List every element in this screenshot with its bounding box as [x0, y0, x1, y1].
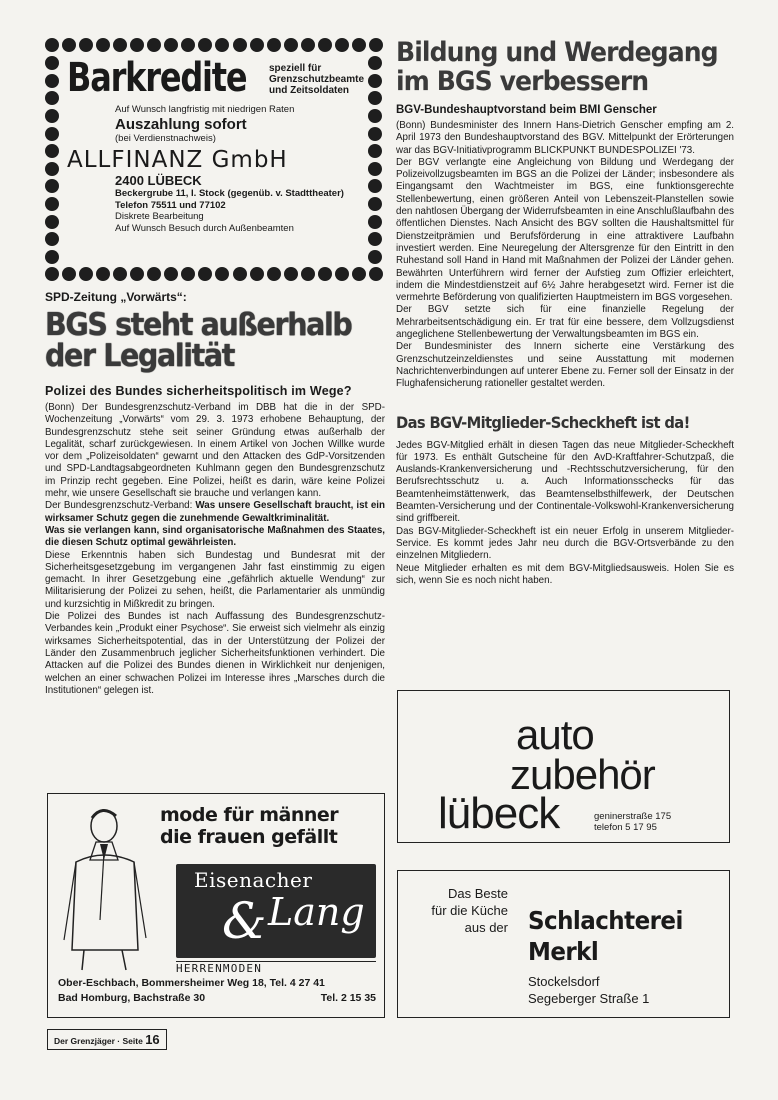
schlachterei-ad: [397, 870, 730, 1018]
allfinanz-city: 2400 LÜBECK: [115, 173, 202, 188]
border-dot: [267, 38, 281, 52]
border-dot: [368, 197, 382, 211]
barkredite-line3: (bei Verdienstnachweis): [115, 133, 216, 144]
right-subhead: BGV-Bundeshauptvorstand beim BMI Genscher: [396, 104, 657, 116]
border-dot: [368, 56, 382, 70]
border-dot: [113, 267, 127, 281]
border-dot: [45, 267, 59, 281]
article-body: [45, 402, 385, 697]
border-dot: [368, 91, 382, 105]
right-column: [396, 38, 734, 587]
border-dot: [147, 38, 161, 52]
border-dot: [45, 109, 59, 123]
border-dot: [96, 38, 110, 52]
mode-title: mode für männer die frauen gefällt: [160, 804, 339, 848]
border-dot: [233, 267, 247, 281]
border-dot: [45, 232, 59, 246]
allfinanz-note2: Auf Wunsch Besuch durch Außenbeamten: [115, 222, 294, 234]
eisenacher-lang-logo: [176, 864, 376, 958]
border-dot: [147, 267, 161, 281]
article-kicker: SPD-Zeitung „Vorwärts“:: [45, 290, 187, 304]
barkredite-line2: Auszahlung sofort: [115, 116, 247, 133]
schlachterei-name: Schlachterei Merkl: [528, 906, 683, 966]
man-illustration: [56, 800, 166, 972]
border-dot: [318, 38, 332, 52]
border-dot: [45, 144, 59, 158]
border-dot: [335, 38, 349, 52]
article-subhead: Polizei des Bundes sicherheitspolitisch im Wege?: [45, 384, 352, 398]
border-dot: [62, 38, 76, 52]
border-dot: [45, 215, 59, 229]
border-dot: [301, 38, 315, 52]
article-paragraph: Der Bundesgrenzschutz-Verband: Was unsere Gesellschaft braucht, ist ein wirksamer Schutz gegen die zunehmende Gewaltkriminalität.: [45, 500, 385, 524]
article-paragraph: (Bonn) Der Bundesgrenzschutz-Verband im DBB hat die in der SPD-Wochenzeitung „Vorwärts“ vom 29. 3. 1973 erhobene Behauptung, der Bundesgrenzschutz stehe seit seiner Gründung etwas außerhalb der Legalität, scharf zurückgewiesen. In einem Artikel von Jochen Willke wurde vor dem „Polizeisoldaten“ gewarnt und den Attacken des GdP-Vorsitzenden und SPD-Landtagsabgeordneten Kuhlmann gegen den Bundesgrenzschutz im Prinzip recht gegeben. Eine Polizei, heißt es darin, wäre keine Polizei mehr, wie unsere Gesellschaft sie brauche und verlangen kann.: [45, 402, 385, 500]
allfinanz-note1: Diskrete Bearbeitung: [115, 211, 204, 222]
border-dot: [45, 91, 59, 105]
border-dot: [62, 267, 76, 281]
border-dot: [368, 215, 382, 229]
article-paragraph: Der BGV setzte sich für eine finanzielle Regelung der Mehrarbeitsentschädigung ein. Er trat für eine bessere, dem Vollzugsdienst angeglichene Stellenbewertung der Verwaltungsbeamten im BGS ein.: [396, 304, 734, 341]
border-dot: [198, 267, 212, 281]
border-dot: [45, 127, 59, 141]
dot-border-right: [368, 56, 383, 264]
allfinanz-company: ALLFINANZ GmbH: [67, 147, 288, 173]
mode-address: Ober-Eschbach, Bommersheimer Weg 18, Tel. 4 27 41 Bad Homburg, Bachstraße 30 Tel. 2 15 35: [58, 977, 376, 1004]
dot-border-bottom: [45, 267, 383, 282]
barkredite-line1: Auf Wunsch langfristig mit niedrigen Raten: [115, 104, 295, 115]
article-paragraph: Diese Erkenntnis haben sich Bundestag und Bundesrat mit der Sicherheitsgesetzgebung im vergangenen Jahr fast einstimmig zu eigen gemacht. In ihrer Gesetzgebung eine „gefährlich aktuelle Wendung“ zur Militarisierung der Polizei zu sehen, heißt, die Parlamentarier als unmündig und kurzsichtig in Mißkredit zu bringen.: [45, 549, 385, 610]
article-paragraph: Neue Mitglieder erhalten es mit dem BGV-Mitgliedsausweis. Holen Sie es sich, wenn Sie es noch nicht haben.: [396, 562, 734, 586]
border-dot: [369, 38, 383, 52]
schlachterei-slogan: Das Beste für die Küche aus der: [431, 886, 508, 935]
border-dot: [369, 267, 383, 281]
border-dot: [368, 109, 382, 123]
border-dot: [368, 127, 382, 141]
border-dot: [215, 38, 229, 52]
border-dot: [45, 250, 59, 264]
border-dot: [368, 162, 382, 176]
mode-ad: [47, 793, 385, 1018]
border-dot: [45, 162, 59, 176]
border-dot: [45, 56, 59, 70]
right-headline-line2: im BGS verbessern: [396, 66, 649, 97]
border-dot: [352, 38, 366, 52]
border-dot: [318, 267, 332, 281]
article-headline-line2: der Legalität: [45, 338, 235, 374]
article-paragraph: Der Bundesminister des Innern sicherte eine Verstärkung des Grenzschutzeinzeldienstes und seine Ausstattung mit modernen Nachrichtenverbindungen auf unterer Ebene zu. Ferner soll der Einsatz in der Flughafensicherung rationeller gestaltet werden.: [396, 341, 734, 390]
luebeck-word: lübeck: [438, 789, 560, 838]
auto-zubehoer-ad: [397, 690, 730, 843]
article-headline-line1: BGS steht außerhalb: [45, 307, 352, 343]
border-dot: [45, 197, 59, 211]
schlachterei-address: Stockelsdorf Segeberger Straße 1: [528, 974, 650, 1006]
right-headline-line1: Bildung und Werdegang: [396, 37, 718, 68]
border-dot: [233, 38, 247, 52]
border-dot: [352, 267, 366, 281]
article-paragraph: Die Polizei des Bundes ist nach Auffassung des Bundesgrenzschutz-Verbandes kein „Produkt einer Psychose“. Sie erweist sich vielmehr als einzig wirksames Sicherheitspotential, das in der Unterstützung der Polizei der Länder den Zusammenbruch jeglicher Sicherheitsfunktionen verhindert. Die Attacken auf die Polizei des Bundes dienen in Wirklichkeit nur denjenigen, welchen an einer schwachen Polizei im Interesse ihres „Marsches durch die Institutionen“ gelegen ist.: [45, 611, 385, 696]
border-dot: [130, 267, 144, 281]
border-dot: [267, 267, 281, 281]
right-article-body: [396, 120, 734, 391]
border-dot: [45, 74, 59, 88]
barkredite-title: Barkredite: [67, 55, 247, 101]
border-dot: [181, 267, 195, 281]
border-dot: [164, 267, 178, 281]
article-paragraph: Jedes BGV-Mitglied erhält in diesen Tagen das neue Mitglieder-Scheckheft für 1973. Es enthält Gutscheine für den AvD-Kraftfahrer-Schutzpaß, die Auslands-Krankenversicherung und -Rechtsschutzversicherung, für den Berufsrechtsschutz u. a. Auch Informationsschecks für das Beamtenheimstättenwerk, das Beamtenselbsthilfewerk, der Deutschen Beamten-Versicherung und der Continentale-Volkswohl-Krankenversicherung sind griffbereit.: [396, 439, 734, 525]
border-dot: [368, 179, 382, 193]
border-dot: [284, 267, 298, 281]
border-dot: [113, 38, 127, 52]
border-dot: [164, 38, 178, 52]
border-dot: [301, 267, 315, 281]
border-dot: [250, 267, 264, 281]
auto-word: auto: [516, 711, 594, 758]
border-dot: [45, 179, 59, 193]
border-dot: [96, 267, 110, 281]
border-dot: [368, 232, 382, 246]
brand-eisenacher: Eisenacher: [194, 868, 313, 892]
border-dot: [198, 38, 212, 52]
border-dot: [130, 38, 144, 52]
auto-address: geninerstraße 175 telefon 5 17 95: [594, 811, 672, 833]
border-dot: [79, 38, 93, 52]
barkredite-subtitle: speziell für Grenzschutzbeamte und Zeitsoldaten: [269, 63, 365, 96]
brand-ampersand: &: [222, 892, 267, 950]
page-footer: Der Grenzjäger · Seite 16: [47, 1029, 167, 1050]
herrenmoden-tag: HERRENMODEN: [176, 961, 376, 975]
dot-border-left: [45, 56, 60, 264]
page-number: 16: [145, 1032, 160, 1047]
article-paragraph: Was sie verlangen kann, sind organisatorische Maßnahmen des Staates, die diesen Schutz optimal gewährleisten.: [45, 524, 385, 549]
left-column: [45, 38, 385, 697]
dot-border-top: [45, 38, 383, 53]
scheckheft-headline: Das BGV-Mitglieder-Scheckheft ist da!: [396, 412, 690, 432]
article-paragraph: (Bonn) Bundesminister des Innern Hans-Dietrich Genscher empfing am 2. April 1973 den Bundeshauptvorstand des BGV. Mittelpunkt der Erörterungen war das BGV-Initiativprogramm BLICKPUNKT BUNDESPOLIZEI '73.: [396, 120, 734, 156]
border-dot: [181, 38, 195, 52]
barkredite-ad: [45, 38, 383, 282]
border-dot: [45, 38, 59, 52]
zubehoer-word: zubehör: [510, 751, 655, 798]
border-dot: [250, 38, 264, 52]
border-dot: [215, 267, 229, 281]
article-paragraph: Das BGV-Mitglieder-Scheckheft ist ein neuer Erfolg in unserem Mitglieder-Service. Es kommt jedes Jahr neu durch die BGV-Ortsverbände zu den einzelnen Mitgliedern.: [396, 525, 734, 562]
border-dot: [335, 267, 349, 281]
border-dot: [284, 38, 298, 52]
brand-lang: Lang: [268, 890, 365, 934]
article-paragraph: Der BGV verlangte eine Angleichung von Bildung und Werdegang der Polizeivollzugsbeamten im BGS an die Polizei der Länder; insbesondere als Eingangsamt den Wachtmeister im BGS, eine funktionsgerechte Stellenbewertung, einen größeren Anteil von Lebenszeit-Planstellen sowie den nahtlosen Übergang der Widerrufsbeamten in eine Anschlußlaufbahn des öffentlichen Dienstes. Nach Ansicht des BGV sollten die Haushaltsmittel für Dienstzeitprämien und Berufsförderung in eine attraktivere Laufbahn investiert werden. Eine Neuregelung der Altersgrenze für den Eintritt in den Ruhestand soll Hand in Hand mit Maßnahmen der Polizei der Länder gehen. Bewährten Unterführern wird ferner der Aufstieg zum Offizier erleichtert, indem die Mindestdienstzeit auf 6½ Jahre herabgesetzt wird. Ferner ist die vermehrte Beförderung von qualifizierten Hauptmeistern im BGS vorgesehen.: [396, 156, 734, 304]
border-dot: [79, 267, 93, 281]
allfinanz-phone: Telefon 75511 und 77102: [115, 199, 226, 211]
border-dot: [368, 144, 382, 158]
border-dot: [368, 250, 382, 264]
border-dot: [368, 74, 382, 88]
scheckheft-body: [396, 440, 734, 588]
allfinanz-address: Beckergrube 11, I. Stock (gegenüb. v. Stadttheater): [115, 188, 344, 199]
